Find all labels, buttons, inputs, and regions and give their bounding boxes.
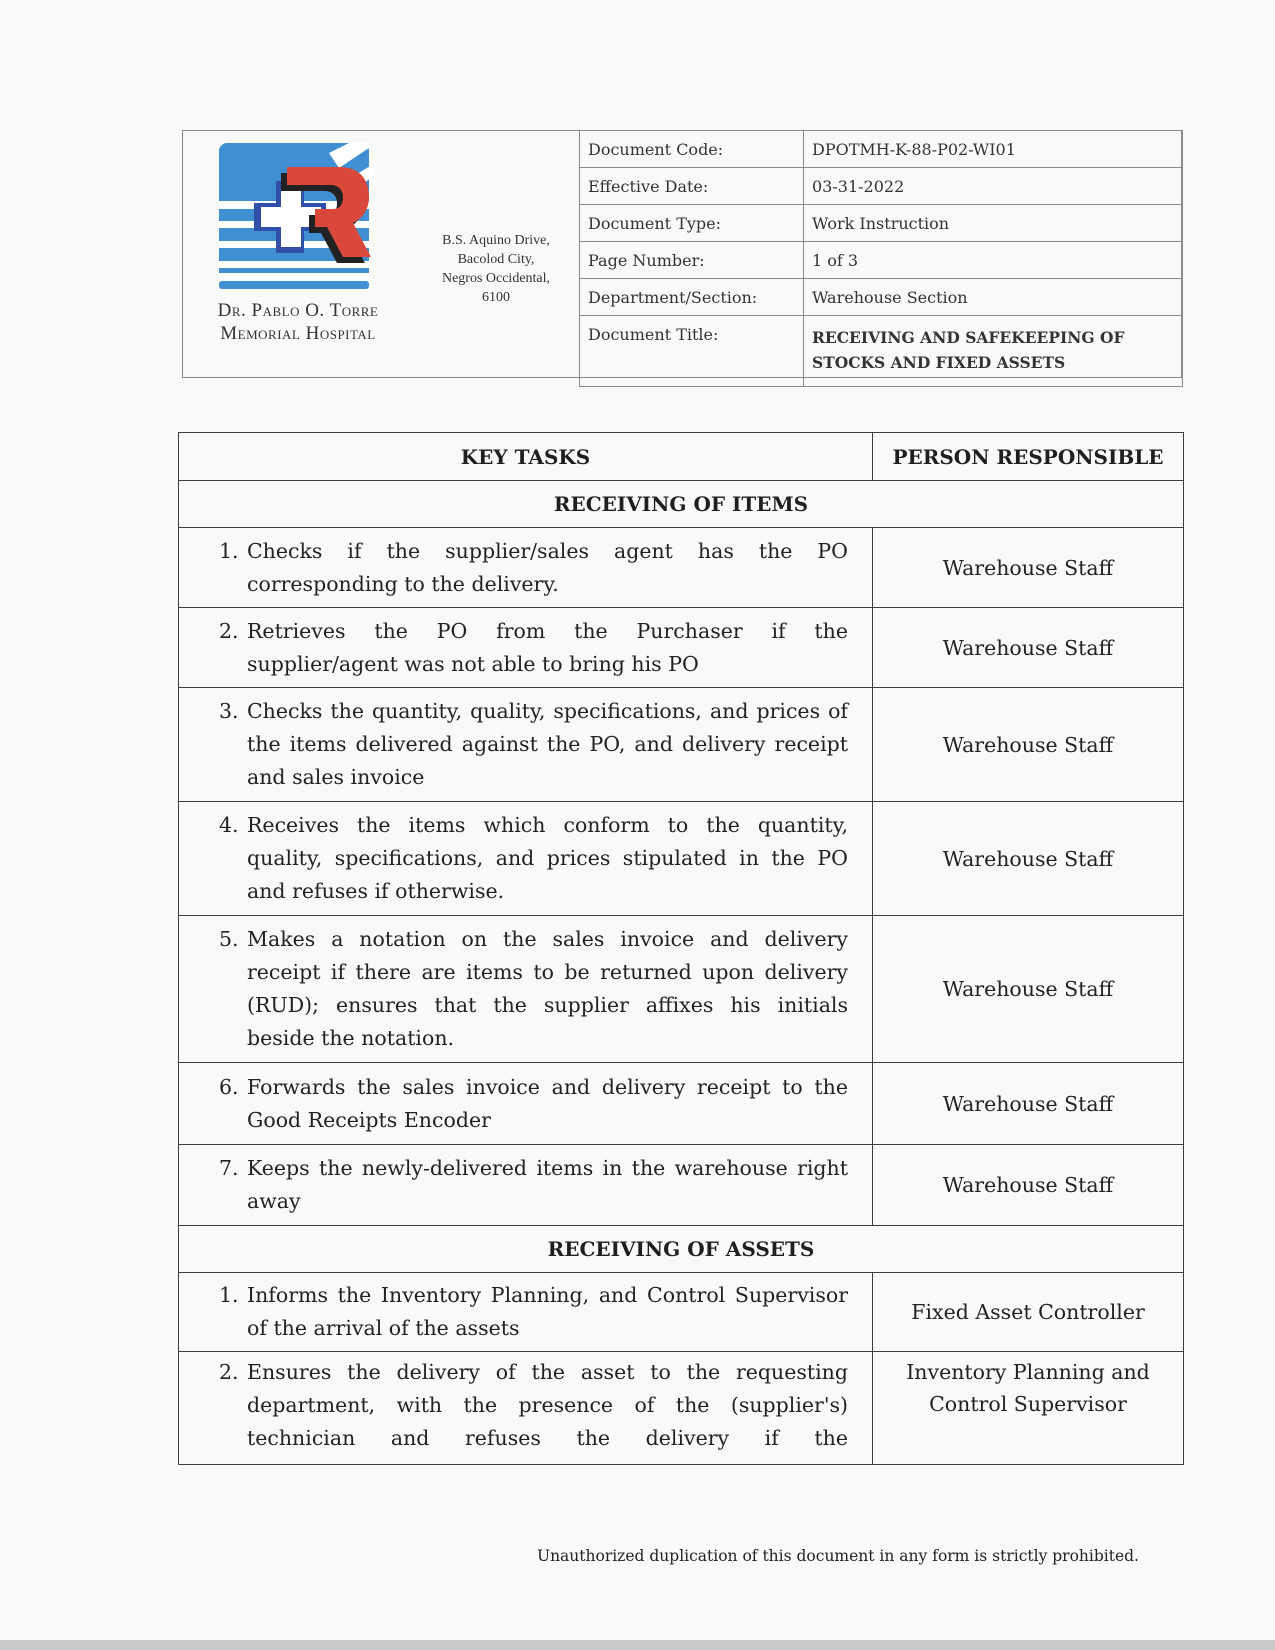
section-title-receiving-assets: RECEIVING OF ASSETS [179,1226,1184,1273]
meta-row-department [580,279,1183,316]
meta-value: 03-31-2022 [804,168,1183,205]
table-row [179,688,1184,802]
table-row [179,528,1184,608]
task-number: 3. [219,699,239,723]
person-responsible: Inventory Planning and Control Supervisor [873,1352,1184,1465]
person-responsible: Warehouse Staff [873,1145,1184,1226]
person-responsible: Warehouse Staff [873,916,1184,1063]
document-header [182,130,1182,378]
table-row [179,916,1184,1063]
task-cell [179,608,873,688]
task-text: Forwards the sales invoice and delivery receipt to the Good Receipts Encoder [247,1074,848,1132]
meta-value: DPOTMH-K-88-P02-WI01 [804,131,1183,168]
person-responsible: Warehouse Staff [873,608,1184,688]
table-row [179,1273,1184,1352]
document-meta-table [579,130,1183,387]
task-cell [179,1352,873,1465]
meta-row-effective-date [580,168,1183,205]
hospital-name-line1: Dr. Pablo O. Torre [217,300,379,321]
address-line: Negros Occidental, [441,271,551,286]
meta-label: Effective Date: [580,168,804,205]
task-number: 1. [219,538,239,563]
hospital-name-line2: Memorial Hospital [220,323,376,344]
task-text: Checks the quantity, quality, specifications, and prices of the items delivered against the PO, and delivery receipt and sales invoice [247,699,848,789]
address-line: Bacolod City, [457,252,535,267]
section-title-receiving-items: RECEIVING OF ITEMS [179,481,1184,528]
table-row [179,1352,1184,1465]
section-row [179,481,1184,528]
address-line: 6100 [482,290,510,305]
address-line: B.S. Aquino Drive, [442,233,550,248]
meta-label: Page Number: [580,242,804,279]
meta-label: Document Code: [580,131,804,168]
table-row [179,802,1184,916]
task-number: 2. [219,1360,239,1384]
footer-notice: Unauthorized duplication of this document in any form is strictly prohibited. [537,1547,1139,1565]
hospital-name [183,299,413,345]
meta-label: Document Title: [580,316,804,387]
task-cell [179,1273,873,1352]
section-row [179,1226,1184,1273]
task-number: 5. [219,927,239,951]
table-row [179,608,1184,688]
person-responsible: Warehouse Staff [873,802,1184,916]
task-cell [179,1145,873,1226]
person-responsible: Warehouse Staff [873,1063,1184,1145]
column-header-person-responsible: PERSON RESPONSIBLE [873,433,1184,481]
task-cell [179,802,873,916]
task-cell [179,688,873,802]
meta-row-document-title [580,316,1183,387]
task-cell [179,528,873,608]
task-text: Informs the Inventory Planning, and Control Supervisor of the arrival of the assets [247,1283,848,1340]
meta-value: Work Instruction [804,205,1183,242]
person-responsible: Warehouse Staff [873,688,1184,802]
meta-row-document-code [580,131,1183,168]
meta-row-page-number [580,242,1183,279]
meta-label: Department/Section: [580,279,804,316]
task-cell [179,1063,873,1145]
task-number: 7. [219,1156,239,1180]
document-title: RECEIVING AND SAFEKEEPING OF STOCKS AND FIXED ASSETS [804,316,1183,387]
task-number: 6. [219,1074,239,1099]
logo-area [183,131,403,377]
task-number: 4. [219,813,239,837]
table-header-row [179,433,1184,481]
meta-value: 1 of 3 [804,242,1183,279]
hospital-address [411,231,581,307]
task-text: Keeps the newly-delivered items in the warehouse right away [247,1156,848,1213]
task-text: Makes a notation on the sales invoice and delivery receipt if there are items to be returned upon delivery (RUD); ensures that the supplier affixes his initials beside the notation. [247,927,848,1050]
task-number: 2. [219,618,239,643]
task-cell [179,916,873,1063]
scan-edge [0,1640,1275,1650]
task-number: 1. [219,1283,239,1307]
hospital-logo-icon [219,143,375,293]
meta-label: Document Type: [580,205,804,242]
meta-value: Warehouse Section [804,279,1183,316]
meta-row-document-type [580,205,1183,242]
task-text: Checks if the supplier/sales agent has the PO corresponding to the delivery. [247,538,848,596]
table-row [179,1145,1184,1226]
column-header-key-tasks: KEY TASKS [179,433,873,481]
task-text: Retrieves the PO from the Purchaser if the supplier/agent was not able to bring his PO [247,618,848,676]
task-text: Ensures the delivery of the asset to the requesting department, with the presence of the (supplier's) technician and refuses the delivery if the [247,1360,848,1450]
table-row [179,1063,1184,1145]
person-responsible: Fixed Asset Controller [873,1273,1184,1352]
task-text: Receives the items which conform to the quantity, quality, specifications, and prices stipulated in the PO and refuses if otherwise. [247,813,848,903]
person-responsible: Warehouse Staff [873,528,1184,608]
key-tasks-table [178,432,1184,1465]
